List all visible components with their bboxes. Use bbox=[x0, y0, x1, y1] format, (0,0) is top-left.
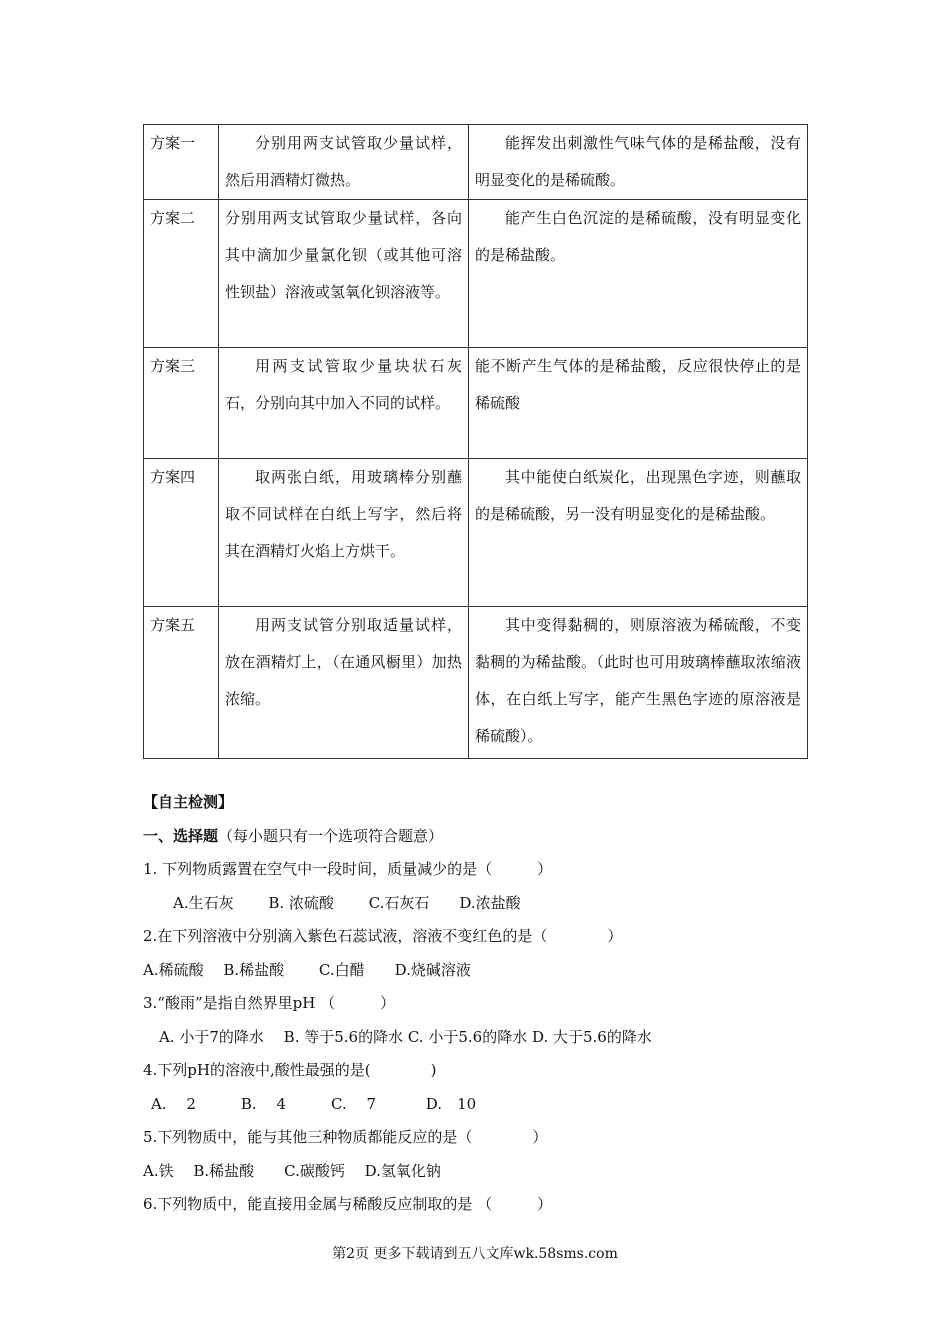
table-row bbox=[144, 459, 808, 607]
method-name: 方案二 bbox=[144, 200, 219, 348]
table-row bbox=[144, 125, 808, 200]
method-name: 方案一 bbox=[144, 125, 219, 200]
question-options: A. 小于7的降水 B. 等于5.6的降水 C. 小于5.6的降水 D. 大于5.6的降水 bbox=[159, 1027, 652, 1046]
question-options: A.生石灰 B. 浓硫酸 C.石灰石 D.浓盐酸 bbox=[173, 893, 521, 912]
section-heading: 【自主检测】 bbox=[143, 793, 234, 811]
self-check-section bbox=[143, 786, 803, 1222]
method-result: 其中变得黏稠的，则原溶液为稀硫酸，不变黏稠的为稀盐酸。（此时也可用玻璃棒蘸取浓缩液体，在白纸上写字，能产生黑色字迹的原溶液是稀硫酸）。 bbox=[469, 607, 808, 759]
question-stem: 3.“酸雨”是指自然界里pH （ ） bbox=[143, 994, 396, 1012]
table-row bbox=[144, 607, 808, 759]
part-title-line bbox=[143, 820, 803, 854]
table-row bbox=[144, 348, 808, 459]
method-procedure: 分别用两支试管取少量试样，然后用酒精灯微热。 bbox=[219, 125, 469, 200]
question-stem: 4.下列pH的溶液中,酸性最强的是( ) bbox=[143, 1061, 437, 1079]
method-name: 方案四 bbox=[144, 459, 219, 607]
question-stem: 5.下列物质中，能与其他三种物质都能反应的是（ ） bbox=[143, 1128, 548, 1146]
question-stem: 2.在下列溶液中分别滴入紫色石蕊试液，溶液不变红色的是（ ） bbox=[143, 927, 623, 945]
question-options: A.铁 B.稀盐酸 C.碳酸钙 D.氢氧化钠 bbox=[143, 1161, 441, 1180]
method-result: 能产生白色沉淀的是稀硫酸，没有明显变化的是稀盐酸。 bbox=[469, 200, 808, 348]
method-result: 其中能使白纸炭化，出现黑色字迹，则蘸取的是稀硫酸，另一没有明显变化的是稀盐酸。 bbox=[469, 459, 808, 607]
method-result: 能挥发出刺激性气味气体的是稀盐酸，没有明显变化的是稀硫酸。 bbox=[469, 125, 808, 200]
question-options: A. 2 B. 4 C. 7 D. 10 bbox=[151, 1094, 477, 1113]
method-procedure: 取两张白纸，用玻璃棒分别蘸取不同试样在白纸上写字，然后将其在酒精灯火焰上方烘干。 bbox=[219, 459, 469, 607]
method-procedure: 用两支试管取少量块状石灰石，分别向其中加入不同的试样。 bbox=[219, 348, 469, 459]
part-note: （每小题只有一个选项符合题意） bbox=[218, 826, 444, 845]
part-title: 一、选择题 bbox=[143, 826, 219, 845]
question-stem: 6.下列物质中，能直接用金属与稀酸反应制取的是 （ ） bbox=[143, 1195, 553, 1213]
method-name: 方案五 bbox=[144, 607, 219, 759]
method-procedure: 用两支试管分别取适量试样，放在酒精灯上，（在通风橱里）加热浓缩。 bbox=[219, 607, 469, 759]
table-row bbox=[144, 200, 808, 348]
question-options: A.稀硫酸 B.稀盐酸 C.白醋 D.烧碱溶液 bbox=[143, 960, 471, 979]
method-name: 方案三 bbox=[144, 348, 219, 459]
page-footer: 第2页 更多下载请到五八文库wk.58sms.com bbox=[332, 1246, 618, 1262]
method-procedure: 分别用两支试管取少量试样，各向其中滴加少量氯化钡（或其他可溶性钡盐）溶液或氢氧化钡溶液等。 bbox=[219, 200, 469, 348]
question-stem: 1. 下列物质露置在空气中一段时间，质量减少的是（ ） bbox=[143, 860, 553, 878]
method-result: 能不断产生气体的是稀盐酸，反应很快停止的是稀硫酸 bbox=[469, 348, 808, 459]
experiment-methods-table bbox=[143, 124, 808, 759]
